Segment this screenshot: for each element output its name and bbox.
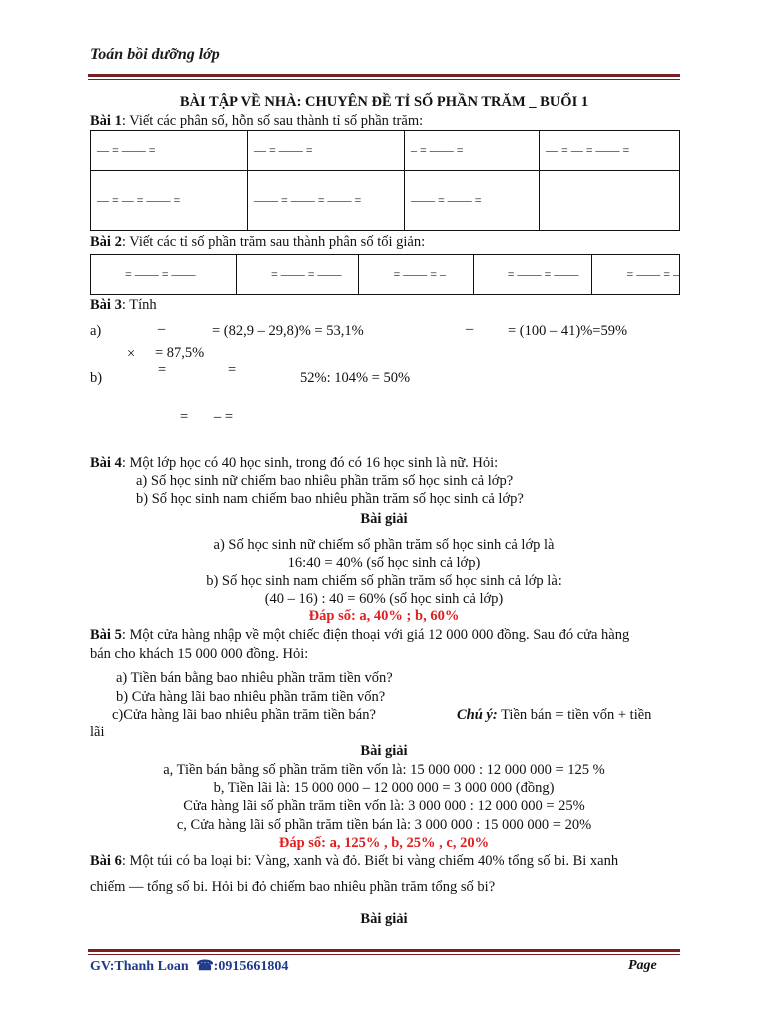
bai3-a-eq2: = (100 – 41)%=59% — [508, 323, 628, 339]
bai5-note — [457, 707, 651, 724]
bai5-text: : Một cửa hàng nhập về một chiếc điện thoại với giá 12 000 000 đồng. Sau đó cửa hàng — [121, 627, 630, 643]
bai1-text: : Viết các phân số, hỗn số sau thành tỉ số phần trăm: — [121, 113, 424, 129]
footer-rule-thick — [88, 949, 680, 952]
document-title: BÀI TẬP VỀ NHÀ: CHUYÊN ĐỀ TỈ SỐ PHẦN TRĂM _ BUỔI 1 — [179, 94, 589, 110]
bai2-text: : Viết các tỉ số phần trăm sau thành phân số tối giản: — [121, 234, 426, 250]
bai6-text-cont: chiếm — tổng số bi. Hỏi bi đỏ chiếm bao nhiêu phần trăm tổng số bi? — [90, 879, 496, 895]
bai3-a-label: a) — [90, 323, 102, 339]
bai5-solution-line: b, Tiền lãi là: 15 000 000 – 12 000 000 = 3 000 000 (đồng) — [213, 780, 555, 796]
bai5-note-cont: lãi — [90, 724, 105, 740]
bai5-solution-line: a, Tiền bán bằng số phần trăm tiền vốn là: 15 000 000 : 12 000 000 = 125 % — [163, 762, 605, 778]
bai5-heading — [90, 627, 629, 644]
footer-teacher-info — [90, 958, 288, 975]
bai3-b-eq4: = — [180, 409, 189, 425]
bai5-question-a: a) Tiền bán bằng bao nhiêu phần trăm tiền vốn? — [116, 670, 393, 686]
bai5-label: Bài 5 — [90, 627, 122, 643]
bai2-heading — [90, 234, 425, 251]
bai2-cell: = —— = —— — [236, 255, 359, 295]
bai2-cell: = —— = – — [592, 255, 680, 295]
footer-rule-thin — [88, 954, 680, 955]
bai6-label: Bài 6 — [90, 853, 122, 869]
bai1-cell: —— = —— = — [405, 171, 540, 231]
bai1-cell: — = — = —— = — [540, 131, 680, 171]
bai6-heading — [90, 853, 618, 870]
bai4-solution-line: 16:40 = 40% (số học sinh cả lớp) — [287, 555, 481, 571]
bai5-text-cont: bán cho khách 15 000 000 đồng. Hỏi: — [90, 646, 309, 662]
footer-phone: :0915661804 — [213, 959, 289, 974]
bai3-text: : Tính — [121, 297, 157, 313]
phone-icon: ☎ — [196, 959, 214, 974]
bai5-solution-line: c, Cửa hàng lãi số phần trăm tiền bán là: 3 000 000 : 15 000 000 = 20% — [176, 817, 592, 833]
bai4-question-a: a) Số học sinh nữ chiếm bao nhiêu phần trăm số học sinh cả lớp? — [136, 473, 514, 489]
bai2-cell: = —— = —— — [91, 255, 237, 295]
bai3-label: Bài 3 — [90, 297, 122, 313]
bai4-solution-line: a) Số học sinh nữ chiếm số phần trăm số học sinh cả lớp là — [213, 537, 555, 553]
header-title: Toán bồi dưỡng lớp — [90, 46, 220, 63]
bai5-question-b: b) Cửa hàng lãi bao nhiêu phần trăm tiền vốn? — [116, 689, 386, 705]
bai3-a-eq1: = (82,9 – 29,8)% = 53,1% — [212, 323, 364, 339]
footer-page-label: Page — [628, 958, 657, 973]
bai3-b-label: b) — [90, 370, 103, 386]
bai2-table — [90, 254, 680, 295]
bai2-cell: = —— = —— — [473, 255, 592, 295]
bai3-b-eq3: 52%: 104% = 50% — [300, 370, 411, 386]
bai3-a-dash: – — [158, 321, 166, 337]
bai4-text: : Một lớp học có 40 học sinh, trong đó có 16 học sinh là nữ. Hỏi: — [121, 455, 499, 471]
bai4-question-b: b) Số học sinh nam chiếm bao nhiêu phần trăm số học sinh cả lớp? — [136, 491, 524, 507]
bai2-label: Bài 2 — [90, 234, 122, 250]
bai3-heading — [90, 297, 157, 314]
bai3-a-eq3: = 87,5% — [155, 345, 205, 361]
bai1-label: Bài 1 — [90, 113, 122, 129]
bai4-solution-line: (40 – 16) : 40 = 60% (số học sinh cả lớp) — [264, 591, 504, 607]
bai3-a-times: × — [127, 346, 136, 362]
bai1-cell: — = —— = — [91, 131, 248, 171]
bai5-solution-line: Cửa hàng lãi số phần trăm tiền vốn là: 3 000 000 : 12 000 000 = 25% — [183, 798, 585, 814]
bai3-b-eq5: – = — [214, 409, 234, 425]
bai1-cell: — = —— = — [248, 131, 405, 171]
bai5-solution-label: Bài giải — [360, 743, 408, 759]
bai6-solution-label: Bài giải — [360, 911, 408, 927]
bai1-cell: —— = —— = —— = — [248, 171, 405, 231]
bai1-heading — [90, 113, 423, 130]
bai2-cell: = —— = – — [359, 255, 473, 295]
bai5-answer: Đáp số: a, 125% , b, 25% , c, 20% — [278, 835, 490, 851]
bai4-solution-label: Bài giải — [360, 511, 408, 527]
bai1-cell — [540, 171, 680, 231]
footer-teacher: GV:Thanh Loan — [90, 959, 189, 974]
bai3-b-eq1: = — [158, 362, 167, 378]
bai6-text: : Một túi có ba loại bi: Vàng, xanh và đỏ. Biết bi vàng chiếm 40% tổng số bi. Bi xanh — [121, 853, 619, 869]
bai4-heading — [90, 455, 498, 472]
bai1-table — [90, 130, 680, 231]
header-rule-thin — [88, 79, 680, 80]
bai5-question-c: c)Cửa hàng lãi bao nhiêu phần trăm tiền bán? — [112, 707, 376, 723]
header-rule-thick — [88, 74, 680, 77]
bai4-label: Bài 4 — [90, 455, 122, 471]
bai4-answer: Đáp số: a, 40% ; b, 60% — [308, 608, 460, 624]
bai3-a-dash2: – — [466, 321, 474, 337]
bai1-cell: — = — = —— = — [91, 171, 248, 231]
bai5-note-label: Chú ý: — [457, 707, 498, 723]
bai3-b-eq2: = — [228, 362, 237, 378]
bai5-note-text: Tiền bán = tiền vốn + tiền — [497, 707, 652, 723]
bai4-solution-line: b) Số học sinh nam chiếm số phần trăm số học sinh cả lớp là: — [206, 573, 562, 589]
bai1-cell: – = —— = — [405, 131, 540, 171]
